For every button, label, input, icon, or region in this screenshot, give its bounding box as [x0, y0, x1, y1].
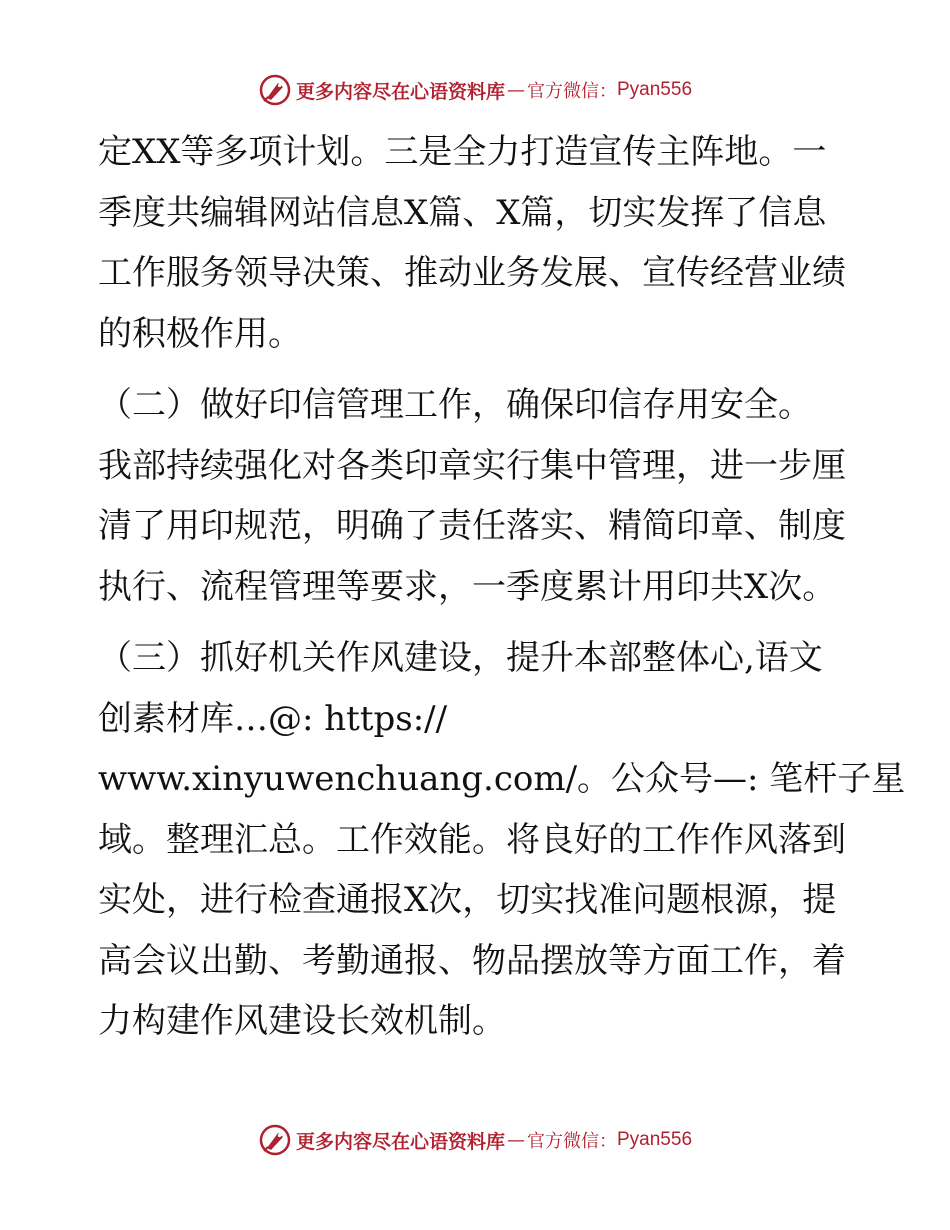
- header-banner: [0, 70, 950, 110]
- paragraph-2: [98, 375, 858, 617]
- banner-wechat-id: Pyan556: [617, 79, 693, 100]
- text-line: 力构建作风建设长效机制。: [98, 1001, 506, 1041]
- text-line: 执行、流程管理等要求，一季度累计用印共X次。: [98, 566, 837, 607]
- banner-main-text: 更多内容尽在心语资料库: [295, 80, 505, 103]
- text-line: www.xinyuwenchuang.com/。公众号—: 笔杆子星: [98, 759, 906, 799]
- text-line: 清了用印规范，明确了责任落实、精简印章、制度: [98, 506, 846, 546]
- text-line: 域。整理汇总。工作效能。将良好的工作作风落到: [98, 819, 846, 860]
- text-line: 定XX等多项计划。三是全力打造宣传主阵地。一: [98, 132, 827, 172]
- text-line: 创素材库…@: https://: [98, 698, 448, 739]
- banner-separator: —: [507, 1129, 525, 1151]
- text-line: 实处，进行检查通报X次，切实找准问题根源，提: [98, 880, 837, 920]
- text-line: 的积极作用。: [98, 313, 302, 354]
- text-line: 高会议出勤、考勤通报、物品摆放等方面工作，着: [98, 940, 846, 981]
- banner-wechat-id: Pyan556: [617, 1129, 693, 1150]
- document-body: [98, 122, 906, 1052]
- footer-banner: [0, 1120, 950, 1160]
- paragraph-1: [98, 122, 858, 364]
- banner-main-text: 更多内容尽在心语资料库: [295, 1130, 505, 1153]
- banner-wechat-label: 官方微信：: [527, 81, 617, 102]
- text-line: 季度共编辑网站信息X篇、X篇，切实发挥了信息: [98, 192, 827, 233]
- pen-nib-logo-icon: [258, 73, 292, 107]
- banner-separator: —: [507, 79, 525, 101]
- text-line: 工作服务领导决策、推动业务发展、宣传经营业绩: [98, 253, 846, 293]
- pen-nib-logo-icon: [258, 1123, 292, 1157]
- text-line: （二）做好印信管理工作，确保印信存用安全。: [98, 385, 812, 425]
- text-line: （三）抓好机关作风建设，提升本部整体心,语文: [98, 638, 823, 678]
- banner-wechat-label: 官方微信：: [527, 1131, 617, 1152]
- paragraph-3: [98, 628, 906, 1052]
- text-line: 我部持续强化对各类印章实行集中管理，进一步厘: [98, 445, 846, 486]
